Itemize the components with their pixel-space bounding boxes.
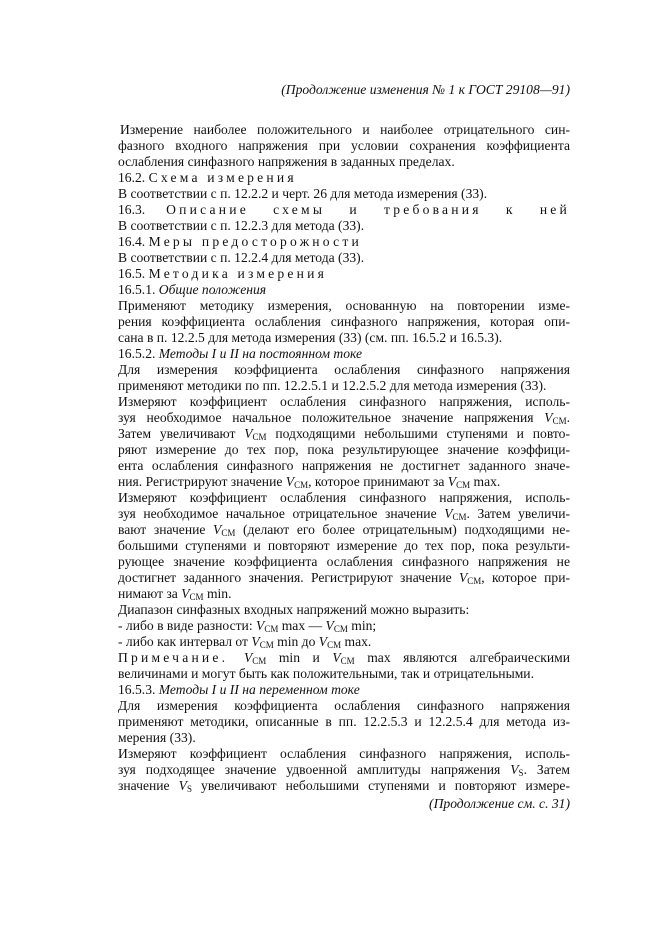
text-line: Диапазон синфазных входных напряжений можно выразить: <box>118 602 470 617</box>
text-line: Затем увеличивают $V_{CM}$ подходящими небольшими ступенями и повто- <box>118 426 570 442</box>
variable-v: V <box>178 778 187 793</box>
text-line: Измерение наиболее положительного и наиболее отрицательного син- <box>120 122 570 137</box>
text-line: - либо как интервал от $V_{CM}$ min до $V_{CM}$ max. <box>118 634 372 650</box>
subsection-heading-16-5-2: 16.5.2. Методы I и II на постоянном токе <box>118 346 363 361</box>
text-line: зуя подходящее значение удвоенной амплитуды напряжения $V_S$. Затем <box>118 762 571 778</box>
text-line: ента ослабления синфазного напряжения не достигнет заданного значе- <box>118 458 570 473</box>
text-line: В соответствии с п. 12.2.3 для метода (33). <box>118 218 365 233</box>
page-header: (Продолжение изменения № 1 к ГОСТ 29108—91) <box>281 82 570 97</box>
page-footer: (Продолжение см. с. 31) <box>429 796 570 811</box>
text-line: рующее значение коэффициента ослабления синфазного напряжения не <box>118 554 570 569</box>
text-line: применяют методики, описанные в пп. 12.2.5.3 и 12.2.5.4 для метода из- <box>118 714 570 729</box>
section-heading-16-3: 16.3. Описание схемы и требования к ней <box>118 202 570 217</box>
text-line: значение $V_S$ увеличивают небольшими ступенями и повторяют измере- <box>118 778 570 794</box>
text-line: Для измерения коэффициента ослабления синфазного напряжения <box>118 698 570 713</box>
variable-v: V <box>544 410 553 425</box>
text-line: ряют измерение до тех пор, пока результирующее значение коэффици- <box>118 442 570 457</box>
text-line: ослабления синфазного напряжения в заданных пределах. <box>118 154 455 169</box>
variable-v: V <box>444 506 453 521</box>
text-line: зуя необходимое начальное положительное значение напряжения $V_{CM}$. <box>118 410 570 426</box>
text-line: - либо в виде разности: $V_{CM}$ max — $V_{CM}$ min; <box>118 618 377 634</box>
variable-v: V <box>213 522 222 537</box>
section-heading-16-5: 16.5. Методика измерения <box>118 266 328 281</box>
variable-v: V <box>181 586 190 601</box>
section-heading-16-2: 16.2. Схема измерения <box>118 170 297 185</box>
variable-v: V <box>251 634 260 649</box>
text-line: вают значение $V_{CM}$ (делают его более отрицательным) подходящими не- <box>118 522 570 538</box>
text-line: зуя необходимое начальное отрицательное значение $V_{CM}$. Затем увеличи- <box>118 506 571 522</box>
text-line: В соответствии с п. 12.2.4 для метода (33). <box>118 250 365 265</box>
text-line: большими ступенями и повторяют измерение до тех пор, пока результи- <box>118 538 570 553</box>
text-line: Применяют методику измерения, основанную на повторении изме- <box>118 298 570 313</box>
text-line: Измеряют коэффициент ослабления синфазного напряжения, исполь- <box>118 490 570 505</box>
text-line: применяют методики по пп. 12.2.5.1 и 12.2.5.2 для метода измерения (33). <box>118 378 547 393</box>
variable-v: V <box>332 650 341 665</box>
note-line: величинами и могут быть как положительными, так и отрицательными. <box>118 666 534 681</box>
text-line: Для измерения коэффициента ослабления синфазного напряжения <box>118 362 570 377</box>
text-line: Измеряют коэффициент ослабления синфазного напряжения, исполь- <box>118 394 570 409</box>
variable-v: V <box>510 762 519 777</box>
text-line: ния. Регистрируют значение $V_{CM}$, которое принимают за $V_{CM}$ max. <box>118 474 501 490</box>
note-line: Примечание. $V_{CM}$ min и $V_{CM}$ max являются алгебраическими <box>118 650 570 666</box>
text-line: Измеряют коэффициент ослабления синфазного напряжения, исполь- <box>118 746 570 761</box>
text-line: рения коэффициента ослабления синфазного напряжения, которая опи- <box>118 314 570 329</box>
text-line: фазного входного напряжения при условии сохранения коэффициента <box>118 138 570 153</box>
variable-v: V <box>325 618 334 633</box>
text-line: достигнет заданного значения. Регистрируют значение $V_{CM}$, которое при- <box>118 570 571 586</box>
subsection-heading-16-5-1: 16.5.1. Общие положения <box>118 282 267 297</box>
variable-v: V <box>447 474 457 489</box>
variable-v: V <box>458 570 468 585</box>
variable-v: V <box>256 618 265 633</box>
text-line: мерения (33). <box>118 730 196 745</box>
text-line: сана в п. 12.2.5 для метода измерения (33) (см. пп. 16.5.2 и 16.5.3). <box>118 330 503 345</box>
text-line: нимают за $V_{CM}$ min. <box>118 586 232 602</box>
variable-v: V <box>318 634 328 649</box>
subsection-heading-16-5-3: 16.5.3. Методы I и II на переменном токе <box>118 682 360 697</box>
section-heading-16-4: 16.4. Меры предосторожности <box>118 234 362 249</box>
text-line: В соответствии с п. 12.2.2 и черт. 26 для метода измерения (33). <box>118 186 488 201</box>
variable-v: V <box>243 650 253 665</box>
variable-v: V <box>244 426 253 441</box>
variable-v: V <box>285 474 295 489</box>
